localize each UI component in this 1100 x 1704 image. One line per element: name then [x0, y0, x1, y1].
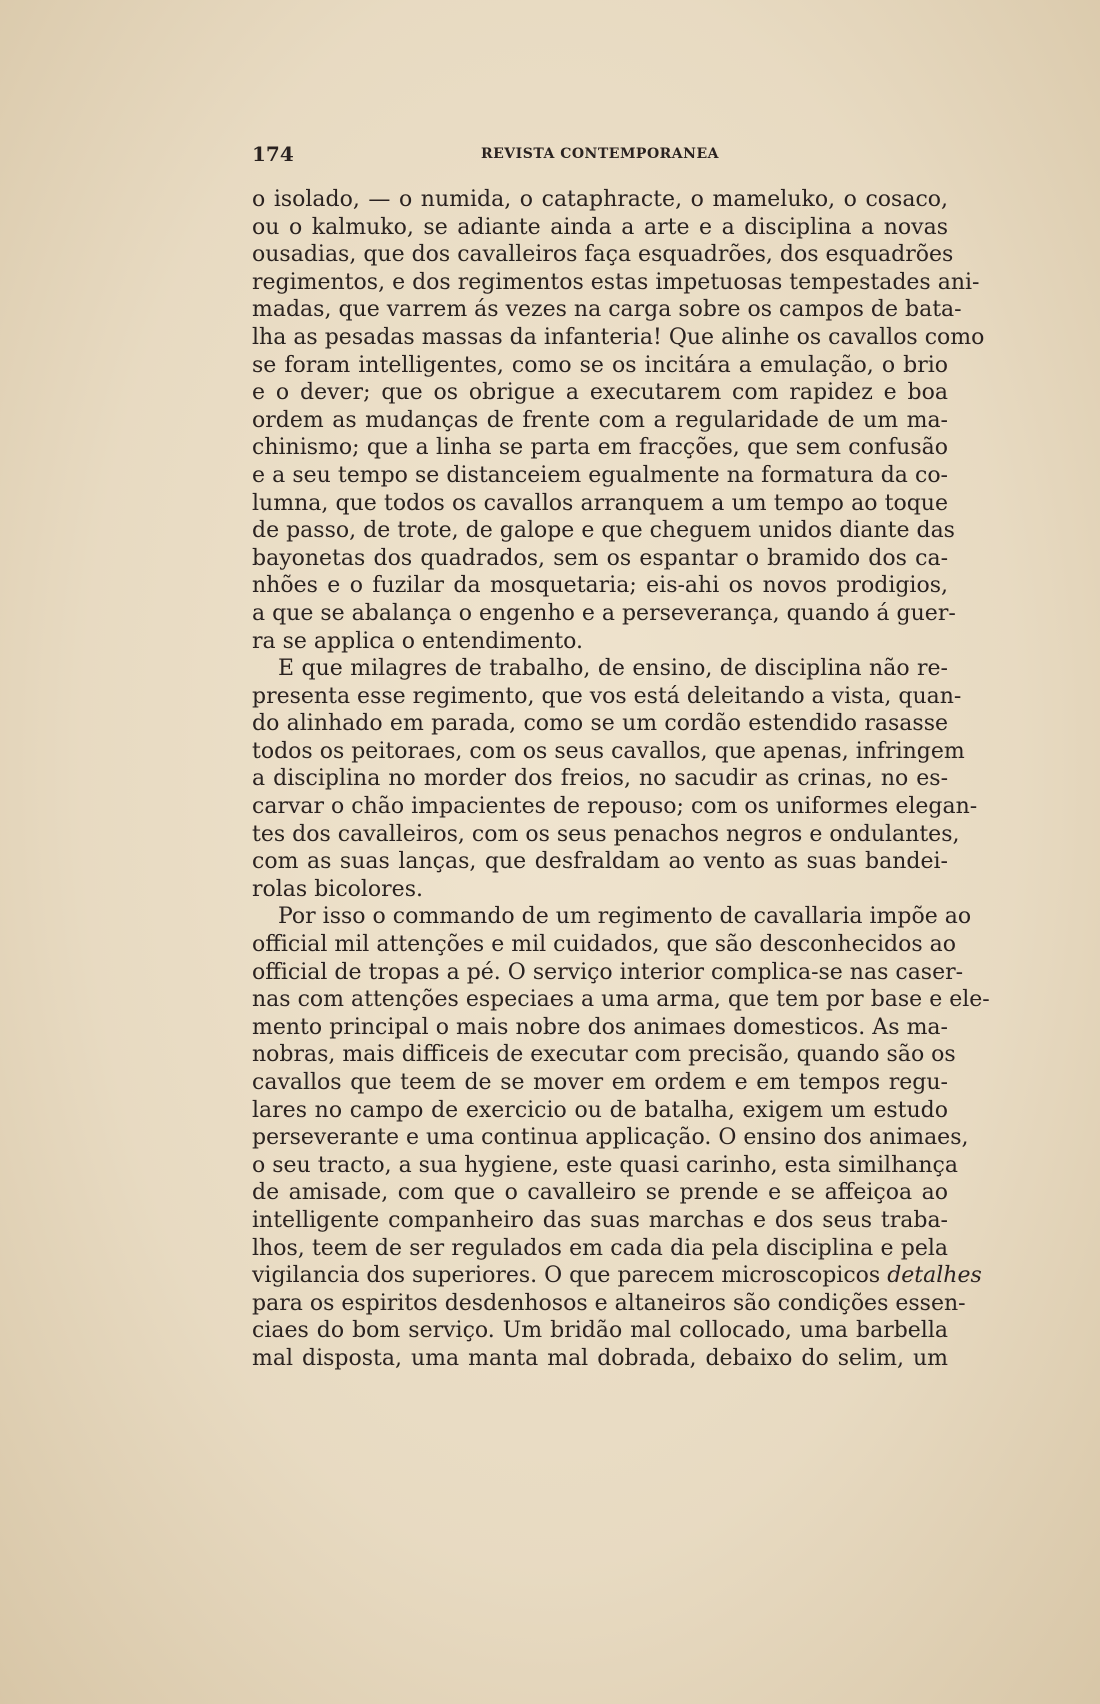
italic-word: detalhes — [887, 1263, 982, 1289]
text-line: perseverante e uma continua applicação. O ensino dos animaes, — [252, 1125, 969, 1151]
text-line: carvar o chão impacientes de repouso; com os uniformes elegan- — [252, 794, 978, 820]
text-line: todos os peitoraes, com os seus cavallos, que apenas, infringem — [252, 738, 965, 764]
text-line: bayonetas dos quadrados, sem os espantar o bramido dos ca- — [252, 545, 948, 571]
text-line: regimentos, e dos regimentos estas impetuosas tempestades ani- — [252, 269, 980, 295]
text-line: lha as pesadas massas da infanteria! Que alinhe os cavallos como — [252, 324, 985, 350]
text-line: de amisade, com que o cavalleiro se prende e se affeiçoa ao — [252, 1180, 948, 1206]
text-line: e o dever; que os obrigue a executarem com rapidez e boa — [252, 380, 948, 406]
text-line: se foram intelligentes, como se os incitára a emulação, o brio — [252, 352, 948, 378]
body-text — [252, 186, 990, 1373]
text-line: cavallos que teem de se mover em ordem e em tempos regu- — [252, 1070, 948, 1095]
text-line: madas, que varrem ás vezes na carga sobre os campos de bata- — [252, 297, 962, 323]
text-line: a disciplina no morder dos freios, no sacudir as crinas, no es- — [252, 766, 948, 792]
text-line: do alinhado em parada, como se um cordão estendido rasasse — [252, 711, 948, 737]
text-line: official mil attenções e mil cuidados, que são desconhecidos ao — [252, 932, 957, 958]
text-line: ordem as mudanças de frente com a regularidade de um ma- — [252, 407, 948, 433]
page-number: 174 — [252, 142, 294, 166]
text-line: chinismo; que a linha se parta em fracções, que sem confusão — [252, 435, 948, 461]
text-line: ciaes do bom serviço. Um bridão mal collocado, uma barbella — [252, 1318, 948, 1344]
text-line: presenta esse regimento, que vos está deleitando a vista, quan- — [252, 683, 962, 709]
running-head: REVISTA CONTEMPORANEA — [481, 146, 719, 162]
text-line: ou o kalmuko, se adiante ainda a arte e a disciplina a novas — [252, 214, 948, 240]
text-line: para os espiritos desdenhosos e altaneiros são condições essen- — [252, 1290, 966, 1316]
text-line: official de tropas a pé. O serviço interior complica-se nas caser- — [252, 959, 964, 985]
text-line: Por isso o commando de um regimento de cavallaria impõe ao — [278, 904, 972, 930]
text-line: de passo, de trote, de galope e que cheguem unidos diante das — [252, 518, 955, 544]
text-line: intelligente companheiro das suas marchas e dos seus traba- — [252, 1207, 948, 1233]
text-line: nobras, mais difficeis de executar com precisão, quando são os — [252, 1042, 956, 1068]
text-line: com as suas lanças, que desfraldam ao vento as suas bandei- — [252, 849, 948, 875]
paragraph-3 — [252, 903, 990, 1372]
paragraph-2 — [252, 655, 978, 903]
text-line: o isolado, — o numida, o cataphracte, o mameluko, o cosaco, — [252, 187, 948, 212]
text-line: a que se abalança o engenho e a perseverança, quando á guer- — [252, 600, 956, 626]
text-line: lhos, teem de ser regulados em cada dia pela disciplina e pela — [252, 1235, 948, 1261]
text-line: lares no campo de exercicio ou de batalha, exigem um estudo — [252, 1097, 948, 1123]
text-line: o seu tracto, a sua hygiene, este quasi carinho, esta similhança — [252, 1152, 958, 1178]
text-line: mal disposta, uma manta mal dobrada, debaixo do selim, um — [252, 1345, 948, 1371]
text-line-with-italic — [252, 1262, 982, 1290]
text-line: rolas bicolores. — [252, 876, 423, 902]
text-segment: vigilancia dos superiores. O que parecem microscopicos — [252, 1263, 881, 1289]
text-line: nhões e o fuzilar da mosquetaria; eis-ahi os novos prodigios, — [252, 573, 948, 599]
text-line: nas com attenções especiaes a uma arma, que tem por base e ele- — [252, 987, 990, 1013]
paragraph-1 — [252, 186, 985, 655]
text-line: tes dos cavalleiros, com os seus penachos negros e ondulantes, — [252, 821, 960, 847]
text-line: e a seu tempo se distanceiem egualmente na formatura da co- — [252, 462, 948, 488]
text-line: mento principal o mais nobre dos animaes domesticos. As ma- — [252, 1014, 948, 1040]
text-line: ra se applica o entendimento. — [252, 628, 584, 654]
page-header — [252, 142, 948, 168]
text-line: lumna, que todos os cavallos arranquem a um tempo ao toque — [252, 490, 948, 516]
text-line: E que milagres de trabalho, de ensino, de disciplina não re- — [278, 656, 948, 682]
text-line: ousadias, que dos cavalleiros faça esquadrões, dos esquadrões — [252, 242, 954, 268]
